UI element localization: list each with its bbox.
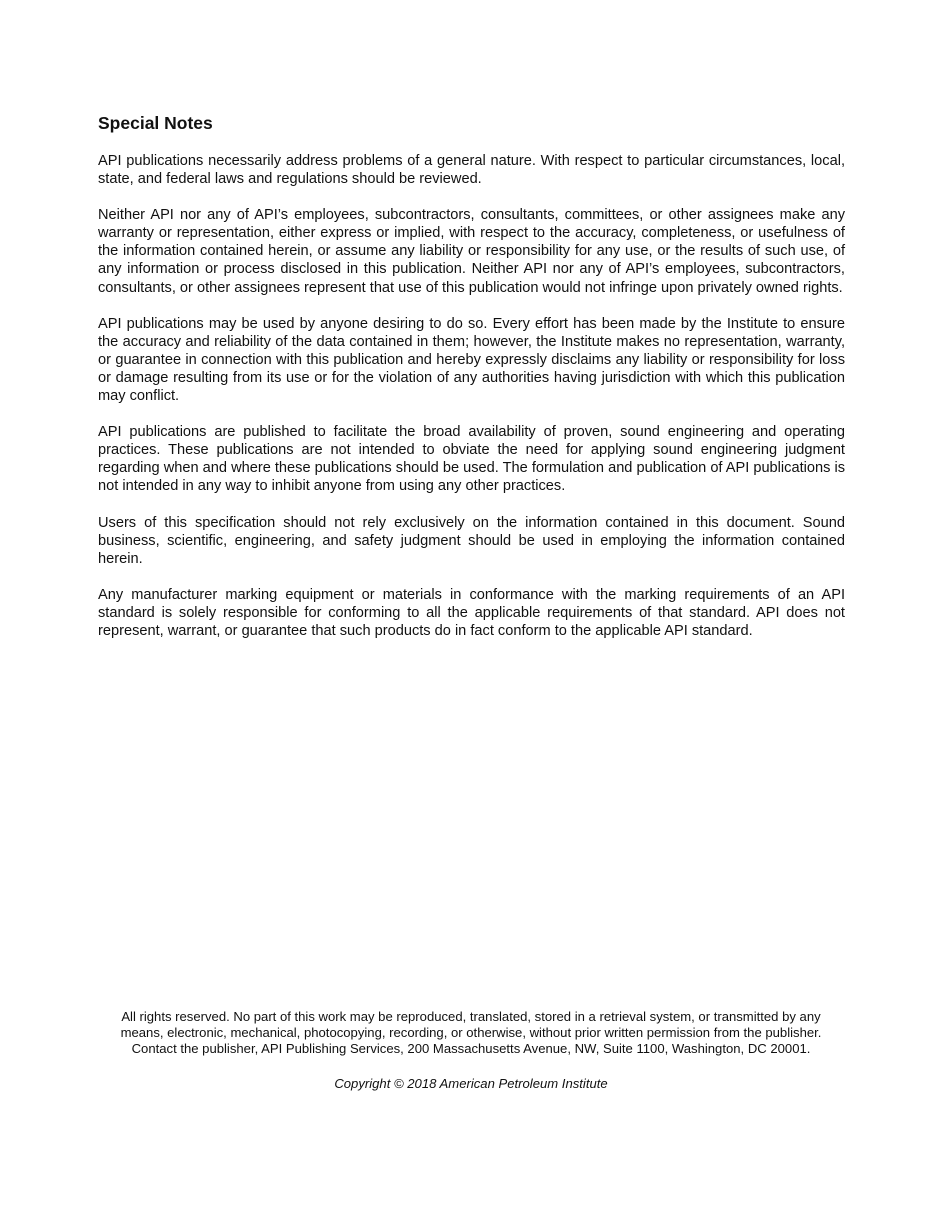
rights-notice: All rights reserved. No part of this work may be reproduced, translated, stored in a retrieval system, or transmitted by any means, electronic, mechanical, photocopying, recording, or otherwise, without prior written permission from the publisher. Contact the publisher, API Publishing Services, 200 Massachusetts Avenue, NW, Suite 1100, Washington, DC 20001. — [120, 1009, 822, 1057]
note-paragraph: Any manufacturer marking equipment or materials in conformance with the marking requirements of an API standard is solely responsible for conforming to all the applicable requirements of that standard. API does not represent, warrant, or guarantee that such products do in fact conform to the applicable API standard. — [98, 586, 845, 639]
notes-body — [98, 152, 845, 658]
note-paragraph: API publications may be used by anyone desiring to do so. Every effort has been made by the Institute to ensure the accuracy and reliability of the data contained in them; however, the Institute makes no representation, warranty, or guarantee in connection with this publication and hereby expressly disclaims any liability or responsibility for loss or damage resulting from its use or for the violation of any authorities having jurisdiction with which this publication may conflict. — [98, 315, 845, 405]
note-paragraph: API publications are published to facilitate the broad availability of proven, sound engineering and operating practices. These publications are not intended to obviate the need for applying sound engineering judgment regarding when and where these publications should be used. The formulation and publication of API publications is not intended in any way to inhibit anyone from using any other practices. — [98, 424, 845, 495]
copyright-line: Copyright © 2018 American Petroleum Institute — [334, 1075, 608, 1091]
section-heading: Special Notes — [98, 113, 213, 133]
note-paragraph: API publications necessarily address problems of a general nature. With respect to particular circumstances, local, state, and federal laws and regulations should be reviewed. — [98, 153, 845, 188]
note-paragraph: Neither API nor any of API’s employees, subcontractors, consultants, committees, or other assignees make any warranty or representation, either express or implied, with respect to the accuracy, completeness, or usefulness of the information contained herein, or assume any liability or responsibility for any use, or the results of such use, of any information or process disclosed in this publication. Neither API nor any of API’s employees, subcontractors, consultants, or other assignees represent that use of this publication would not infringe upon privately owned rights. — [98, 207, 845, 296]
page-footer — [110, 1009, 832, 1092]
note-paragraph: Users of this specification should not rely exclusively on the information contained in this document. Sound business, scientific, engineering, and safety judgment should be used in employing the information contained herein. — [98, 514, 845, 567]
